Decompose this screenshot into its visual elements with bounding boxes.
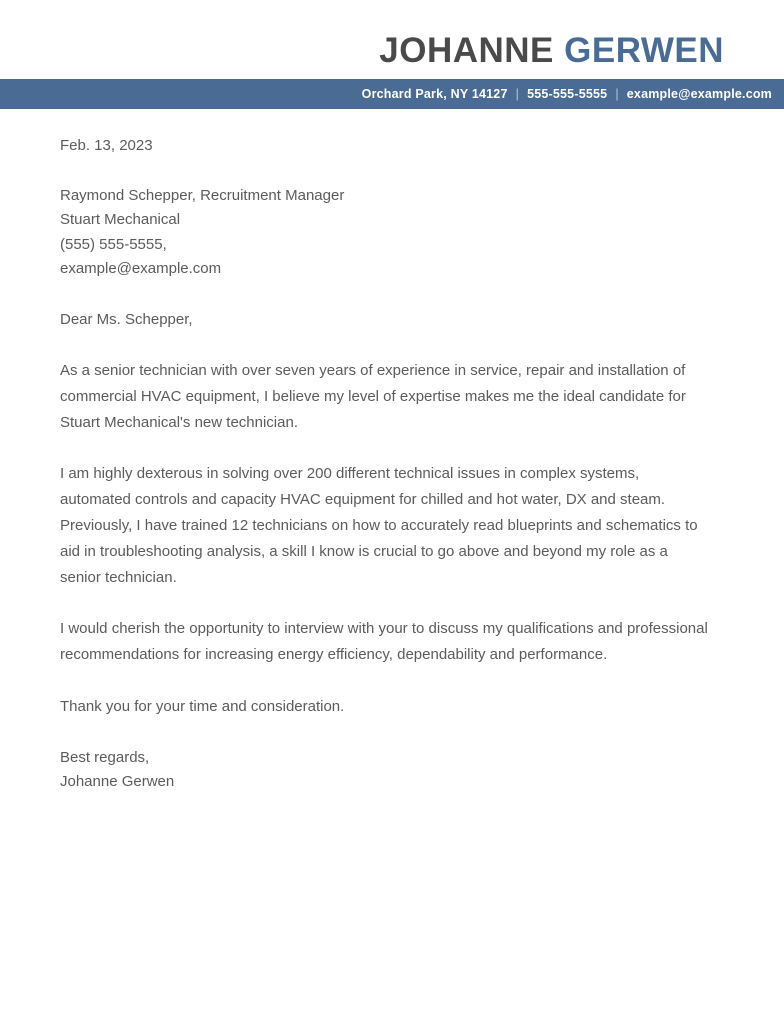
signature-block [60, 746, 720, 795]
last-name: GERWEN [564, 31, 724, 70]
page-title [60, 0, 724, 79]
recipient-name-title: Raymond Schepper, Recruitment Manager [60, 187, 345, 205]
recipient-company: Stuart Mechanical [60, 211, 181, 229]
closing-line: Best regards, [60, 748, 150, 766]
contact-email[interactable]: example@example.com [626, 86, 772, 101]
recipient-block [60, 184, 720, 281]
contact-bar [0, 79, 784, 109]
first-name: JOHANNE [379, 31, 554, 70]
letterhead [0, 0, 784, 79]
body-paragraph-3: I would cherish the opportunity to interview with your to discuss my qualifications and professional recommendations for increasing energy efficiency, dependability and performance. [60, 620, 708, 664]
body-paragraph-1: As a senior technician with over seven years of experience in service, repair and installation of commercial HVAC equipment, I believe my level of expertise makes me the ideal candidate for Stuart Mechanical's new technician. [60, 362, 686, 431]
signature-name: Johanne Gerwen [60, 773, 175, 791]
contact-info [362, 87, 772, 101]
contact-separator-2: | [615, 86, 619, 101]
contact-phone[interactable]: 555-555-5555 [527, 86, 608, 101]
recipient-phone: (555) 555-5555, [60, 235, 167, 253]
salutation: Dear Ms. Schepper, [60, 311, 193, 329]
recipient-email: example@example.com [60, 260, 222, 278]
body-paragraph-4: Thank you for your time and consideration. [60, 698, 345, 716]
letter-body [0, 134, 784, 795]
body-paragraph-2: I am highly dexterous in solving over 200 different technical issues in complex systems, automated controls and capacity HVAC equipment for chilled and hot water, DX and steam. Previously, I have trained 12 technicians on how to accurately read blueprints and schematics to aid in troubleshooting analysis, a skill I know is crucial to go above and beyond my role as a senior technician. [60, 465, 698, 586]
letter-date: Feb. 13, 2023 [60, 136, 153, 154]
contact-address: Orchard Park, NY 14127 [361, 86, 508, 101]
contact-separator-1: | [515, 86, 520, 101]
